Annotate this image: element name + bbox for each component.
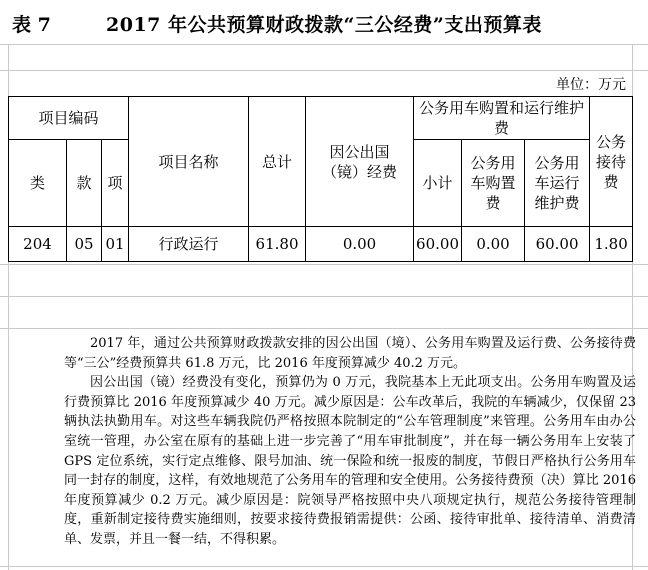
grid-line	[0, 296, 648, 297]
table-row	[9, 227, 633, 262]
cell-name: 行政运行	[129, 227, 249, 262]
grid-line	[0, 328, 648, 329]
cell-kuan: 05	[67, 227, 102, 262]
grid-line	[0, 44, 648, 45]
header-reception: 公务接待费	[590, 97, 633, 227]
page-title: 2017 年公共预算财政拨款“三公经费”支出预算表	[106, 14, 542, 36]
header-purchase: 公务用车购置费	[462, 140, 525, 227]
grid-line	[0, 566, 648, 567]
header-total: 总计	[249, 97, 306, 227]
cell-abroad: 0.00	[306, 227, 414, 262]
header-code-group: 项目编码	[9, 97, 129, 140]
header-abroad: 因公出国（镜）经费	[306, 97, 414, 227]
explanation-text	[64, 334, 636, 550]
table-number: 表 7	[12, 14, 51, 36]
paragraph-summary: 2017 年，通过公共预算财政拨款安排的因公出国（境）、公务用车购置及运行费、公务接待费等“三公”经费预算共 61.8 万元，比 2016 年度预算减少 40.2 万元。	[64, 336, 636, 371]
header-row-1	[9, 97, 633, 140]
unit-label: 单位：万元	[556, 77, 626, 93]
header-vehicle-group: 公务用车购置和运行维护费	[414, 97, 590, 140]
paragraph-detail: 因公出国（镜）经费没有变化，预算仍为 0 万元，我院基本上无此项支出。公务用车购置及运行费预算比 2016 年度预算减少 40 万元。减少原因是：公车改革后，我院的车辆减少，仅保留 23 辆执法执勤用车。对这些车辆我院仍严格按照本院制定的“公车管理制度”来管理。公务用车由办公室统一管理，办公室在原有的基础上进一步完善了“用车审批制度”，并在每一辆公务用车上安装了 GPS 定位系统，实行定点维修、限号加油、统一保险和统一报废的制度，节假日严格执行公务用车同一封存的制度，这样，有效地规范了公务用车的管理和安全使用。公务接待费预（决）算比 2016 年度预算减少 0.2 万元。减少原因是：院领导严格按照中央八项规定执行，规范公务接待管理制度，重新制定接待费实施细则，按要求接待费报销需提供：公函、接待审批单、接待清单、消费清单、发票，并且一餐一结，不得积累。	[64, 375, 636, 547]
grid-line	[0, 70, 648, 71]
header-operation: 公务用车运行维护费	[525, 140, 590, 227]
cell-operation: 60.00	[525, 227, 590, 262]
header-subtotal: 小计	[414, 140, 462, 227]
title-row	[0, 0, 648, 44]
cell-purchase: 0.00	[462, 227, 525, 262]
header-name: 项目名称	[129, 97, 249, 227]
grid-line	[0, 264, 648, 265]
header-xiang: 项	[102, 140, 129, 227]
cell-total: 61.80	[249, 227, 306, 262]
header-lei: 类	[9, 140, 67, 227]
cell-xiang: 01	[102, 227, 129, 262]
cell-lei: 204	[9, 227, 67, 262]
cell-reception: 1.80	[590, 227, 633, 262]
cell-subtotal: 60.00	[414, 227, 462, 262]
budget-table	[8, 96, 633, 262]
header-kuan: 款	[67, 140, 102, 227]
